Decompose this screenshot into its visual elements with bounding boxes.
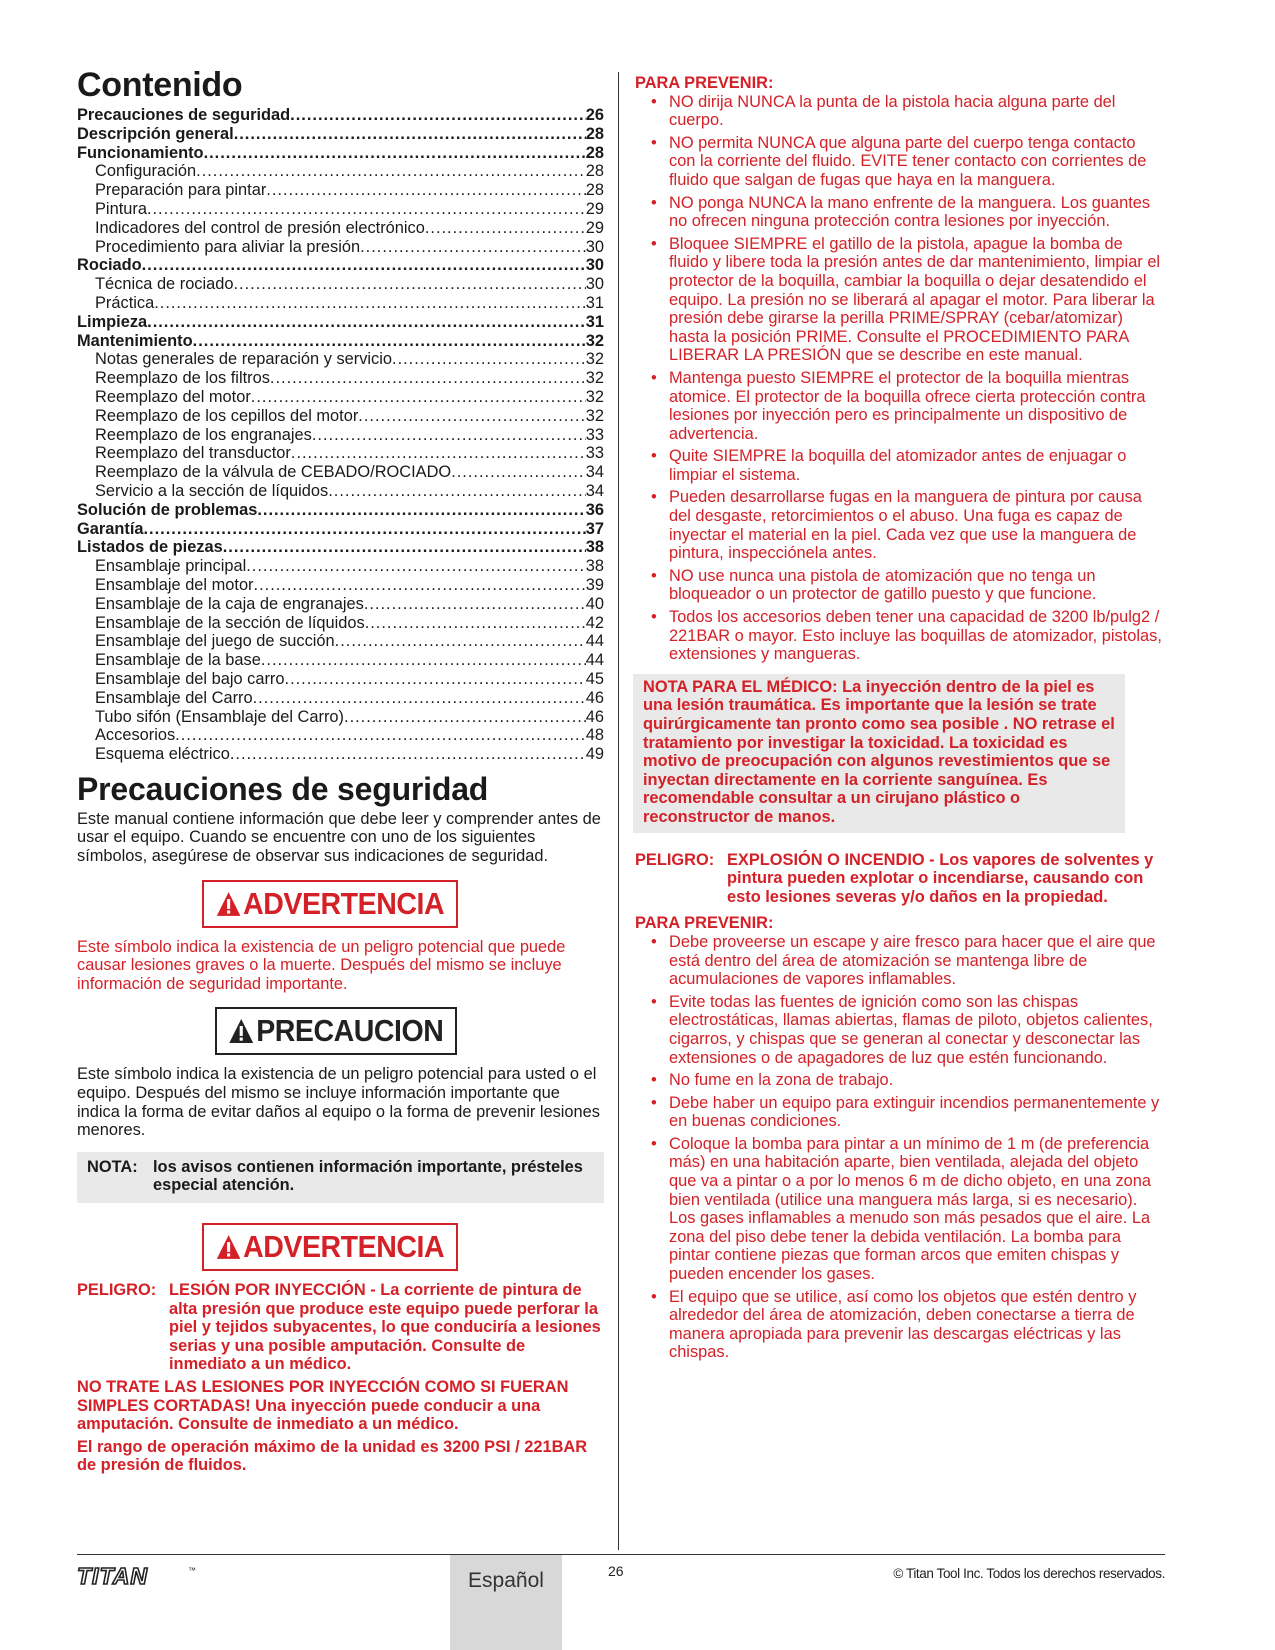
safety-heading: Precauciones de seguridad [77,770,489,807]
toc-entry [77,444,604,463]
no-trate-warning: NO TRATE LAS LESIONES POR INYECCIÓN COMO SI FUERAN SIMPLES CORTADAS! Una inyección puede conducir a una amputación. Consulte de inmediato a un médico. [77,1377,569,1434]
toc-leader-dots [253,689,586,708]
safety-intro: Este manual contiene información que debe leer y comprender antes de usar el equipo. Cuando se encuentre con uno de los siguientes símbolos, asegúrese de observar sus indicaciones de seguridad. [77,809,601,866]
toc-entry-page: 32 [585,387,604,406]
toc-leader-dots [344,708,586,727]
toc-entry-page: 38 [585,538,604,557]
toc-entry [77,200,604,219]
danger-text-2: EXPLOSIÓN O INCENDIO - Los vapores de solventes y pintura pueden explotar o incendiarse, causando con esto lesiones severas y/o daños en la propiedad. [727,850,1154,906]
page-number: 26 [608,1563,624,1579]
toc-entry [77,125,604,144]
titan-logo [77,1565,202,1587]
toc-entry-label: Ensamblaje de la sección de líquidos [95,613,365,632]
caution-label: PRECAUCION [256,1013,444,1049]
toc-leader-dots [234,125,586,144]
toc-leader-dots [335,632,586,651]
warning-label: ADVERTENCIA [243,885,445,921]
toc-entry-label: Precauciones de seguridad [77,106,291,124]
toc-entry [77,520,604,539]
toc-entry-label: Ensamblaje de la caja de engranajes [95,594,364,613]
toc-entry [77,632,604,651]
toc-entry [77,726,604,745]
bullet-item: • NO use nunca una pistola de atomización que no tenga un bloqueador o un protector de gatillo puesto y que funcione. [635,567,1165,604]
left-column [77,66,604,1475]
toc-entry-label: Ensamblaje principal [95,557,247,576]
toc-entry [77,426,604,445]
toc-entry-page: 44 [585,651,604,670]
toc-leader-dots [246,557,586,576]
toc-entry-page: 36 [585,500,604,519]
toc-leader-dots [251,388,586,407]
toc-entry-label: Reemplazo de los filtros [95,369,270,388]
toc-leader-dots [147,313,586,332]
right-column [635,74,1165,1366]
toc-entry-page: 32 [585,369,604,388]
toc-entry-page: 33 [585,425,604,444]
toc-leader-dots [358,407,585,426]
medical-note: NOTA PARA EL MÉDICO: La inyección dentro de la piel es una lesión traumática. Es importante que la lesión se trate quirúrgicamente tan pronto como sea posible . NO retrase el tratamiento por investigar la toxicidad. La toxicidad es motivo de preocupación con algunos revestimientos que se inyectan directamente en la corriente sanguínea. Es recomendable consultar a un cirujano plástico o reconstructor de manos. [633,674,1125,833]
toc-entry-page: 33 [585,444,604,463]
operating-range: El rango de operación máximo de la unidad es 3200 PSI / 221BAR de presión de fluidos. [77,1437,588,1475]
toc-entry-page: 37 [585,519,604,538]
toc-leader-dots [266,181,585,200]
toc-title: Contenido [77,66,243,104]
toc-entry [77,219,604,238]
toc-entry [77,595,604,614]
bullet-item: • NO permita NUNCA que alguna parte del cuerpo tenga contacto con la corriente del fluido. EVITE tener contacto con corrientes de fluido que salgan de fugas que haya en la manguera. [635,134,1165,190]
toc-leader-dots [144,520,586,539]
toc-entry-page: 30 [585,256,604,275]
explosion-danger [635,851,1165,907]
toc-entry-label: Funcionamiento [77,143,204,162]
bullet-item: • NO ponga NUNCA la mano enfrente de la manguera. Los guantes no ofrecen ninguna protección contra lesiones por inyección. [635,194,1165,231]
toc-leader-dots [291,444,586,463]
toc-leader-dots [230,745,586,764]
toc-leader-dots [257,501,585,520]
toc-entry-page: 42 [585,613,604,632]
toc-entry-page: 39 [585,575,604,594]
warning-symbol-box-2 [202,1223,458,1271]
footer-rule [77,1554,1165,1555]
caution-symbol-box [215,1007,457,1055]
toc-entry-label: Indicadores del control de presión electrónico [95,218,425,237]
toc-entry-label: Reemplazo del motor [95,387,251,406]
toc-entry [77,614,604,633]
toc-leader-dots [360,238,586,257]
toc-entry-label: Listados de piezas [77,538,223,557]
toc-entry [77,106,604,125]
toc-entry-label: Garantía [77,519,144,538]
toc-entry-page: 30 [585,275,604,294]
toc-entry-label: Limpieza [77,312,148,331]
toc-entry-label: Descripción general [77,124,234,143]
toc-entry [77,162,604,181]
toc-entry [77,745,604,764]
toc-entry [77,388,604,407]
warning-triangle-icon [216,1234,241,1260]
brand-tm: ™ [188,1566,196,1575]
caution-description: Este símbolo indica la existencia de un peligro potencial para usted o el equipo. Después del mismo se incluye información importante que indica la forma de evitar daños al equipo o la forma de prevenir lesiones menores. [77,1065,600,1140]
toc-entry [77,369,604,388]
toc-entry-label: Técnica de rociado [95,275,234,294]
bullet-item: • Bloquee SIEMPRE el gatillo de la pistola, apague la bomba de fluido y libere toda la presión antes de dar mantenimiento, limpiar el protector de la boquilla, cambiar la boquilla o dejar desatendido el equipo. La presión no se liberará al apagar el motor. Para liberar la presión debe girarse la perilla PRIME/SPRAY (cebar/atomizar) hasta la posición PRIME. Consulte el PROCEDIMIENTO PARA LIBERAR LA PRESIÓN que se describe en este manual. [635,235,1165,365]
toc-entry-page: 28 [585,181,604,200]
toc-entry-label: Servicio a la sección de líquidos [95,481,329,500]
toc-entry [77,313,604,332]
toc-entry-label: Ensamblaje de la base [95,651,261,670]
toc-entry-label: Reemplazo del transductor [95,444,291,463]
toc-list [77,106,604,764]
toc-entry [77,332,604,351]
toc-entry-label: Ensamblaje del motor [95,575,254,594]
bullet-item: • NO dirija NUNCA la punta de la pistola hacia alguna parte del cuerpo. [635,93,1165,130]
toc-entry [77,275,604,294]
toc-leader-dots [392,350,586,369]
toc-leader-dots [312,426,586,445]
bullet-item: • Quite SIEMPRE la boquilla del atomizador antes de enjuagar o limpiar el sistema. [635,447,1165,484]
toc-entry-label: Esquema eléctrico [95,745,230,764]
prevent-label-2: PARA PREVENIR: [635,914,774,933]
toc-entry-page: 44 [585,632,604,651]
toc-entry-page: 38 [585,557,604,576]
toc-entry-page: 31 [585,293,604,312]
toc-entry [77,463,604,482]
warning-label-2: ADVERTENCIA [243,1229,445,1265]
toc-entry [77,482,604,501]
toc-entry-page: 32 [585,406,604,425]
bullet-item: • Pueden desarrollarse fugas en la manguera de pintura por causa del desgaste, retorcimientos o el abuso. Una fuga es capaz de inyectar el material en la piel. Cada vez que use la manguera de pintura, inspecciónela antes. [635,488,1165,562]
toc-leader-dots [285,670,586,689]
toc-leader-dots [204,144,586,163]
toc-leader-dots [196,162,586,181]
toc-entry [77,576,604,595]
bullet-item: • Coloque la bomba para pintar a un mínimo de 1 m (de preferencia más) en una habitación aparte, bien ventilada, alejada del objeto que va a pintar o a por lo menos 6 m de dicho objeto, en una zona bien ventilada (utilice una manguera más larga, si es necesario). Los gases inflamables a menudo son más pesados que el aire. La zona del piso debe tener la debida ventilación. La bomba para pintar contiene piezas que forman arcos que emiten chispas y pueden encender los gases. [635,1135,1165,1284]
toc-entry-label: Ensamblaje del juego de succión [95,632,335,651]
toc-entry-label: Reemplazo de los engranajes [95,425,312,444]
column-divider [618,72,619,1550]
bullet-item: • Debe proveerse un escape y aire fresco para hacer que el aire que está dentro del área de atomización se mantenga libre de acumulaciones de vapores inflamables. [635,933,1165,989]
toc-leader-dots [270,369,586,388]
toc-entry-label: Pintura [95,199,147,218]
toc-leader-dots [147,200,586,219]
toc-entry [77,144,604,163]
toc-entry-page: 31 [585,312,604,331]
toc-entry-page: 48 [585,726,604,745]
toc-entry-label: Práctica [95,293,155,312]
toc-entry-label: Ensamblaje del bajo carro [95,669,285,688]
toc-entry [77,670,604,689]
toc-entry-page: 32 [585,350,604,369]
toc-entry-page: 49 [585,745,604,764]
toc-entry-label: Ensamblaje del Carro [95,688,253,707]
toc-entry-page: 29 [585,199,604,218]
prevent-label-1: PARA PREVENIR: [635,74,774,92]
brand-text: TITAN [77,1565,149,1587]
prevent-list-1 [635,93,1165,664]
toc-entry-label: Mantenimiento [77,331,193,350]
bullet-item: • El equipo que se utilice, así como los objetos que estén dentro y alrededor del área de atomización, deben conectarse a tierra de manera apropiada para prevenir las descargas eléctricas y las chispas. [635,1288,1165,1362]
bullet-item: • Mantenga puesto SIEMPRE el protector de la boquilla mientras atomice. El protector de la boquilla ofrece cierta protección contra lesiones por inyección pero es principalmente un dispositivo de advertencia. [635,369,1165,443]
toc-entry-label: Solución de problemas [77,500,258,519]
toc-entry-page: 34 [585,463,604,482]
toc-entry-page: 30 [585,237,604,256]
toc-leader-dots [223,538,586,557]
toc-entry-page: 46 [585,707,604,726]
toc-leader-dots [261,651,586,670]
note-text: los avisos contienen información importante, présteles especial atención. [153,1157,583,1195]
bullet-item: • No fume en la zona de trabajo. [635,1071,1165,1090]
toc-entry [77,407,604,426]
toc-entry [77,538,604,557]
toc-entry [77,238,604,257]
note-label: NOTA: [87,1157,138,1176]
toc-entry [77,651,604,670]
warning-triangle-icon [216,891,241,917]
caution-triangle-icon [229,1018,255,1044]
toc-leader-dots [142,256,586,275]
toc-leader-dots [154,294,586,313]
danger-label-2: PELIGRO: [635,850,715,869]
toc-entry-label: Configuración [95,162,197,181]
toc-leader-dots [425,219,586,238]
toc-leader-dots [290,106,586,125]
bullet-item: • Debe haber un equipo para extinguir incendios permanentemente y en buenas condiciones. [635,1094,1165,1131]
warning-description: Este símbolo indica la existencia de un peligro potencial que puede causar lesiones graves o la muerte. Después del mismo se incluye información de seguridad importante. [77,937,566,993]
toc-entry [77,708,604,727]
injection-danger [77,1281,604,1374]
toc-entry [77,181,604,200]
toc-leader-dots [193,332,586,351]
toc-entry [77,557,604,576]
toc-entry [77,689,604,708]
bullet-item: • Evite todas las fuentes de ignición como son las chispas electrostáticas, llamas abiertas, flamas de piloto, objetos calientes, cigarros, y chispas que se generan al conectar y desconectar las extensiones o de apagadores de luz que estén funcionando. [635,993,1165,1067]
bullet-item: • Todos los accesorios deben tener una capacidad de 3200 lb/pulg2 / 221BAR o mayor. Esto incluye las boquillas de atomizador, pistolas, extensiones y mangueras. [635,608,1165,664]
toc-entry [77,294,604,313]
toc-entry-label: Reemplazo de los cepillos del motor [95,406,359,425]
toc-entry-page: 28 [585,143,604,162]
toc-entry-label: Preparación para pintar [95,181,267,200]
warning-symbol-box [202,880,458,928]
danger-label: PELIGRO: [77,1281,157,1300]
toc-entry [77,501,604,520]
toc-entry-page: 28 [585,162,604,181]
toc-entry-label: Accesorios [95,726,176,745]
toc-entry-page: 40 [585,594,604,613]
toc-entry-label: Reemplazo de la válvula de CEBADO/ROCIADO [95,463,452,482]
toc-leader-dots [364,595,586,614]
copyright: © Titan Tool Inc. Todos los derechos reservados. [893,1566,1165,1581]
toc-entry [77,256,604,275]
toc-entry-label: Rociado [77,256,142,275]
danger-text: LESIÓN POR INYECCIÓN - La corriente de pintura de alta presión que produce este equipo puede perforar la piel y tejidos subyacentes, lo que conduciría a lesiones serias y una posible amputación. Consulte de inmediato a un médico. [169,1281,601,1374]
toc-entry-label: Procedimiento para aliviar la presión [95,237,361,256]
toc-leader-dots [451,463,586,482]
toc-entry-label: Tubo sifón (Ensamblaje del Carro) [95,707,345,726]
toc-entry-page: 29 [585,218,604,237]
toc-leader-dots [234,275,586,294]
toc-entry-page: 46 [585,688,604,707]
toc-entry-page: 45 [585,669,604,688]
toc-entry [77,350,604,369]
toc-leader-dots [254,576,586,595]
toc-leader-dots [175,726,586,745]
toc-leader-dots [328,482,586,501]
note-box [77,1152,604,1203]
toc-entry-page: 34 [585,481,604,500]
toc-entry-page: 32 [585,331,604,350]
toc-entry-page: 26 [585,106,604,124]
prevent-list-2 [635,933,1165,1362]
language-tab: Español [450,1555,562,1650]
toc-entry-label: Notas generales de reparación y servicio [95,350,393,369]
toc-leader-dots [365,614,586,633]
toc-entry-page: 28 [585,124,604,143]
